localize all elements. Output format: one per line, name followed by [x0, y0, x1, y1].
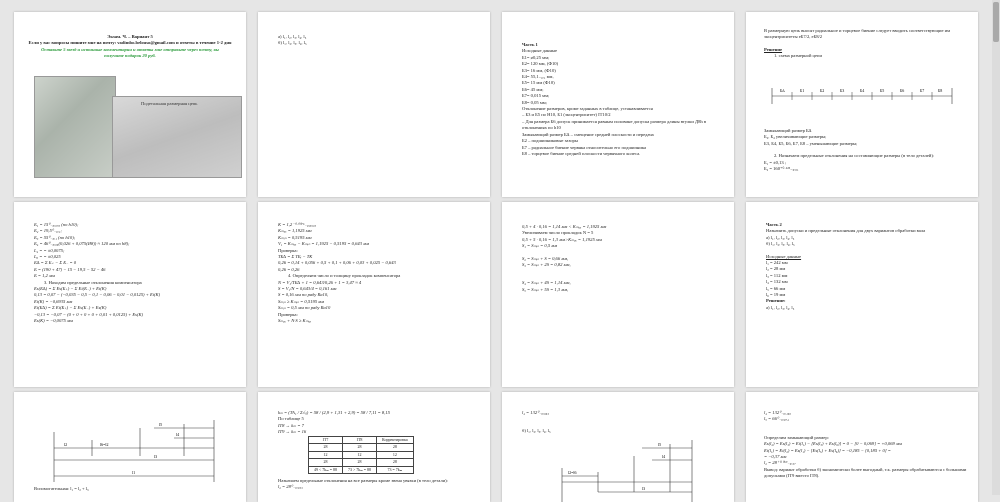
- table-row: [309, 444, 414, 451]
- page-10[interactable]: [258, 392, 490, 502]
- chain-label: Б∆: [780, 88, 785, 93]
- table-row: [309, 466, 414, 473]
- shaft-dimension-diagram-b: [502, 392, 734, 502]
- text-line: = −0,37 мм: [764, 454, 787, 460]
- chain-label: Б3: [840, 88, 845, 93]
- text-line: а) l₁, l₂, l₃, l₄, l₅: [766, 304, 795, 310]
- text-line: К = 1,2⁻⁰·⁰⁰⁷⁵₋₀,₆₉₃₅: [278, 222, 317, 227]
- text-line: S = V₁/N = 0,643/4 = 0,161 мм: [278, 286, 337, 292]
- text-line: l₃ = 112 мм: [766, 272, 788, 278]
- chain-label: Б5: [880, 88, 885, 93]
- text-line: б) l₁, l₂, l₃, l₄, l₅: [766, 241, 795, 247]
- text-line: 0,5 + 5 · 0,16 = 1,3 мм>Кₘₐₓ = 1,1925 мм: [522, 236, 602, 242]
- text-line: Б3, Б4, Б5, Б6, Б7, Б8 – уменьшающие размеры;: [764, 140, 858, 146]
- text-line: Замыкающий размер Б∆: [764, 128, 812, 133]
- dimension-chain-diagram: [746, 78, 978, 118]
- dim-label: l2: [64, 442, 68, 447]
- text-line: Sₘᵢₙ = 0,5 мм по ряду Ra10: [278, 305, 331, 311]
- text-line: N = V₁/TБ∆ + 1 = 0,643/0,26 + 1 = 3,47 ≈ 4: [278, 279, 362, 285]
- text-line: Б5= 15 мм (Ф10): [522, 80, 555, 86]
- text-line: Исходные данные: [766, 253, 802, 259]
- page2-variant-b: б) l₁, l₂, l₃, l₄, l₅: [278, 40, 307, 46]
- text-line: Б7 – радиальное биение червяка относительно его подшипника: [522, 144, 647, 150]
- text-line: l₁ = 242 мм: [766, 260, 788, 266]
- text-line: L₄ = = ±0,0075;: [34, 247, 65, 253]
- table-row: [309, 459, 414, 466]
- table-cell: IT7: [309, 437, 343, 444]
- text-line: Б7= 0,015 мм;: [522, 93, 550, 99]
- page1-note-2: получите подарок 20 руб.: [104, 53, 156, 59]
- text-line: – Для размера Б6 допуск принимается равным половине допуска размера длины втулки Д8h в отклонениях по h10: [522, 118, 706, 131]
- dim-label: l5: [658, 442, 662, 447]
- text-line: S₁ = Sₘᵢₙ = 0,5 мм: [522, 243, 558, 249]
- chain-label: Б6: [900, 88, 905, 93]
- table-cell: 12: [343, 451, 377, 458]
- text-line: Решение:: [766, 298, 786, 304]
- text-line: L₆ = = ±0,025: [34, 254, 61, 260]
- page3-text: [502, 12, 734, 157]
- table-row: [309, 437, 414, 444]
- text-line: TБ∆ = Σ TБᵢ − TК: [278, 254, 313, 260]
- dim-label: l5: [159, 422, 163, 427]
- text-line: Б₂ = 160⁺⁰·¹²⁵₋₀,₀₁: [764, 166, 799, 172]
- dim-label: l4: [176, 432, 180, 437]
- text-line: Sₘₐₓ + N·S ≥ Кₘₐₓ: [278, 318, 312, 324]
- text-line: эксцентриситеты eБ7/2, eБ8/2: [764, 34, 823, 40]
- text-line: Б8= 0,05 мм;: [522, 99, 547, 105]
- tolerance-table: [308, 436, 414, 474]
- page-9[interactable]: [14, 392, 246, 502]
- text-line: Еs(К) = −0,0075 мм: [34, 318, 73, 324]
- table-cell: 12: [309, 451, 343, 458]
- text-line: V₁ = Кₘₐₓ − Кₘᵢₙ = 1,1925 − 0,5195 = 0,643 мм: [278, 241, 370, 247]
- page-3[interactable]: [502, 12, 734, 197]
- text-line: а) l₁, l₂, l₃, l₄, l₅: [766, 234, 795, 240]
- table-cell: 49 < 7kₘ = 88: [309, 466, 343, 473]
- text-line: Б₁ = ±0,13 ;: [764, 159, 787, 165]
- text-line: kₘ = (TA₁ / Σ√ᵢⱼ) = 58 / (2,9 + 1,31 + 2,9) = 58 / 7,11 = 8,15: [278, 410, 390, 415]
- page3-heading: Часть 1: [522, 42, 538, 47]
- text-line: S₅ = Sₘᵢₙ + 5S = 1,3 мм,: [522, 286, 569, 292]
- text-line: S₄ = Sₘᵢₙ + 4S = 1,14 мм,: [522, 280, 571, 286]
- text-line: Б2 – подшипниковые зазоры: [522, 138, 578, 144]
- table-cell: 12: [377, 451, 414, 458]
- page8-heading: Часть 2: [766, 222, 782, 227]
- text-line: l₅ = 66 мм: [766, 285, 786, 291]
- text-line: 4. Определяем число и толщину прокладок компенсатора: [288, 273, 401, 279]
- text-line: Б3= 16 мм, (Ф10): [522, 67, 556, 73]
- text-line: S₂ = Sₘᵢₙ + S = 0,66 мм,: [522, 255, 569, 261]
- text-line: Еi(К) = −0,6935 мм: [34, 298, 73, 304]
- table-cell: 28: [343, 459, 377, 466]
- dim-label: l1: [132, 470, 136, 475]
- scrollbar-thumb[interactable]: [993, 2, 999, 42]
- text-line: l₂ = 28 мм: [766, 266, 786, 272]
- text-line: l₆ = 19 мм: [766, 292, 786, 298]
- table-cell: 73 = 7kₘ: [377, 466, 414, 473]
- table-cell: 73 > 7kₘ = 88: [343, 466, 377, 473]
- table-cell: 28: [309, 459, 343, 466]
- page1-note-1: Оставьте 5 звезд и истинные комментарии и ответы мне отправьте через почту, вы: [41, 46, 219, 52]
- photo-caption: Подетальная размерная цепь: [141, 101, 198, 106]
- table-row: [309, 451, 414, 458]
- text-line: −0,13 = −0,07 − (0 + 0 + 0 + 0 + 0,01 + 0,0125) + Еs(К): [34, 311, 144, 317]
- table-cell: 28: [309, 444, 343, 451]
- text-line: 0,13 = 0,07 − (−0,035 − 0,5 − 0,1 − 0,06 − 0,01 − 0,0125) + Еi(К): [34, 292, 161, 298]
- table-cell: 28: [377, 444, 414, 451]
- text-line: Вывод: вариант обработки б) экономически более выгодный, т.к. размеры обрабатываются с большими: [764, 466, 967, 472]
- text-line: 3. Находим предельные отклонения компенсатора: [44, 279, 142, 285]
- text-line: допусками (IT9 вместо IT8).: [764, 473, 820, 479]
- text-line: По таблице 5: [278, 416, 304, 422]
- text-line: Отклонение размеров, кроме заданных в таблице, устанавливается: [522, 106, 653, 112]
- text-line: Б₄ = 46⁰₋₀,₀₆(0,026 + 0,075(Ø8)) ≈ 120 мм по h8);: [34, 241, 130, 247]
- text-line: Еi(l₁) = Еi(l₂) = Еs(l₁) − [Еs(l₅) + Еs(l₆)] = −0,185 − [0,185 + 0] =: [764, 447, 891, 453]
- page-11[interactable]: [502, 392, 734, 502]
- vertical-scrollbar[interactable]: [992, 0, 1000, 495]
- text-line: Исходные данные: [522, 48, 558, 54]
- text-line: 2. Назначаем предельные отклонения на составляющие размеры (в тело деталей):: [774, 153, 935, 159]
- page-12[interactable]: [746, 392, 978, 502]
- text-line: Определим замыкающий размер:: [764, 434, 829, 440]
- text-line: l₂ = 28⁰₋₀,₀₃₃: [278, 484, 303, 490]
- text-line: Назначить допуски и предельные отклонения для двух вариантов обработки вала: [766, 228, 926, 234]
- text-line: S = 0,16 мм по ряду Ra10,: [278, 292, 329, 298]
- text-line: l₂ = 28⁺⁰·⁰⁶⁹₋₀,₃₇: [764, 460, 796, 466]
- shaft-dimension-diagram-a: [14, 392, 246, 492]
- text-line: Кₘₐₓ = 1,1925 мм: [278, 228, 312, 234]
- text-line: l₄ = 132 мм: [766, 279, 788, 285]
- dim-label: l2=l6: [568, 470, 577, 475]
- shaft-photo: [112, 96, 242, 178]
- chain-label: Б8: [938, 88, 943, 93]
- text-line: Б₂ = 19,5⁰₋₀,₁;: [34, 228, 62, 234]
- text-line: Б2= 120 мм, (Ф10): [522, 61, 559, 67]
- page1-email-line: Если у вас вопросы пишите мне на почту: vadimbo.belouso@gmail.com и ответы в течение 1-2 дня: [28, 40, 232, 46]
- page-4[interactable]: [746, 12, 978, 197]
- text-line: – Б3 и Б5 по Н10, Б1 (эксцентриситет) IT10/2: [522, 112, 611, 118]
- text-line: Б1= ø0,25 мм;: [522, 54, 550, 60]
- text-line: Проверка:: [278, 247, 298, 253]
- table-cell: 28: [343, 444, 377, 451]
- assembly-drawing-photo: [34, 76, 116, 178]
- text-line: Б = 1,2 мм: [34, 273, 55, 279]
- dim-label: l3: [642, 486, 646, 491]
- page-1[interactable]: [14, 12, 246, 197]
- text-line: Еs(l₂) = Еs(l₃) = Еi(l₁) − [Еs(l₅) + Еs(l₆)] = 0 − [0 − 0,069] = +0,069 мм: [764, 441, 902, 447]
- text-line: Sₘᵢₙ ≥ Кₘᵢₙ = 0,5195 мм: [278, 298, 325, 304]
- text-line: Б = (190 + 47) − 15 − 19,5 − 52 − 46: [34, 266, 106, 272]
- text-line: Замыкающий размер Б∆ – смещение средней плоскости и передача: [522, 131, 654, 137]
- text-line: Кₘᵢₙ = 0,5195 мм: [278, 234, 312, 240]
- text-line: Еs(Б∆) = Σ Еs(Б₊) − Σ Еi(Б₋) + Еi(К): [34, 286, 107, 292]
- text-line: Б∆ = Σ Б₊ − Σ Б₋ = 0: [34, 260, 77, 266]
- page1-title: Экзам. Ч. – Вариант 5: [107, 34, 153, 39]
- text-line: Еi(Б∆) = Σ Еi(Б₊) − Σ Еs(Б₋) + Еs(К): [34, 305, 107, 311]
- chain-label: Б1: [800, 88, 805, 93]
- page-5[interactable]: [14, 202, 246, 387]
- text-line: Проверка:: [278, 311, 298, 317]
- chain-label: Б4: [860, 88, 865, 93]
- chain-label: Б7: [920, 88, 925, 93]
- text-line: Б₂, Б₄ увеличивающие размеры;: [764, 134, 827, 140]
- text-line: Увеличиваем число прокладок N = 5: [522, 230, 594, 236]
- dim-label: l4: [662, 454, 666, 459]
- text-line: Б4= 55,1₋₀,₁ мм,: [522, 74, 554, 80]
- page4-solution-heading: Решение: [764, 46, 783, 52]
- text-line: Назначаем предельные отклонения на все размеры кроме звена увязки (в тело детали):: [278, 478, 448, 483]
- text-line: 0,5 + 4 · 0,16 = 1,14 мм < Кₘₐₓ = 1,1925 мм: [522, 224, 607, 229]
- text-line: l₄ = 132⁰₋₀,₁₆₀: [764, 410, 791, 415]
- text-line: Б₃ = 55⁰₋₀,₁ (по h10);: [34, 234, 76, 240]
- text-line: 0,26 = 0,26: [278, 266, 300, 272]
- text-line: l₅ = 66⁰₋₀,₀₇₄: [764, 416, 789, 422]
- page-2[interactable]: [258, 12, 490, 197]
- page2-variant-a: а) l₁, l₂, l₃, l₄, l₅: [278, 34, 307, 39]
- text-line: 1. схема размерной цепи: [774, 53, 822, 59]
- page-6[interactable]: [258, 202, 490, 387]
- text-line: IT9 → kₘ = 16: [278, 429, 307, 435]
- table-cell: Корректировка: [377, 437, 414, 444]
- chain-label: Б2: [820, 88, 825, 93]
- text-line: б) l₁, l₂, l₃, l₄, l₅: [522, 428, 551, 434]
- page-7[interactable]: [502, 202, 734, 387]
- text-line: В размерную цепь вносят радиальное и торцевое биение следует вводить соответствующие им: [764, 28, 951, 33]
- table-cell: 28: [377, 459, 414, 466]
- text-line: l₄ = 132⁰₋₀,₀₆₃: [522, 410, 549, 415]
- text-line: Вспомогательная: l₁ = l₂ + l₃: [34, 486, 89, 491]
- text-line: Б₁ = 15⁰₋₀,₀₇₀ (по h10);: [34, 222, 79, 227]
- dim-label: l6=l2: [100, 442, 109, 447]
- text-line: Б6= 45 мм;: [522, 86, 544, 92]
- dim-label: l3: [154, 454, 158, 459]
- table-cell: IT8: [343, 437, 377, 444]
- page-8[interactable]: [746, 202, 978, 387]
- text-line: S₃ = Sₘᵢₙ + 2S = 0,82 мм,: [522, 262, 571, 268]
- text-line: IT8 → kₘ = 7: [278, 422, 304, 428]
- text-line: Б8 – торцевое биение средней плоскости червячного колеса.: [522, 150, 641, 156]
- text-line: 0,26 = 0,14 + 0,056 + 0,5 + 0,1 + 0,06 + 0,03 + 0,025 − 0,643: [278, 260, 396, 266]
